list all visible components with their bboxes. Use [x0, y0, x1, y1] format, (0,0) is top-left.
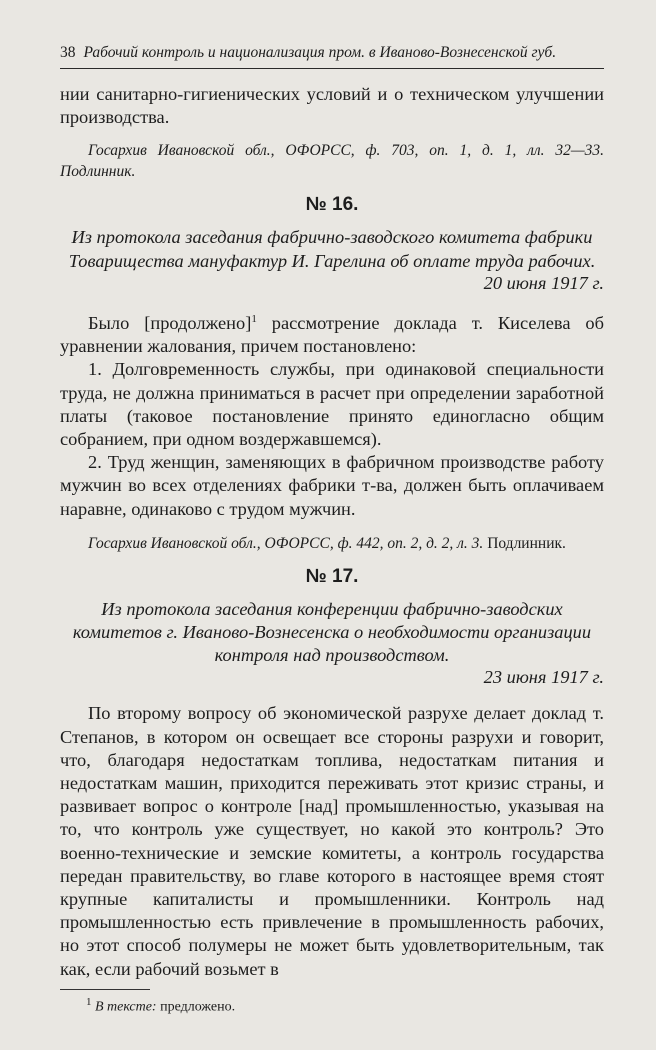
- document-16-paragraph: [60, 308, 604, 359]
- document-17-date: 23 июня 1917 г.: [483, 667, 604, 688]
- footnote-ref: 1: [251, 312, 257, 325]
- document-17-number: № 17.: [305, 565, 359, 587]
- document-16-item-2: 2. Труд женщин, заменяющих в фабричном производстве работу мужчин во всех отделениях фабрики т-ва, должен быть оплачиваем наравне, одинаково с трудом мужчин.: [60, 452, 604, 519]
- intro-paragraph: нии санитарно-гигиенических условий и о техническом улучшении производства.: [60, 84, 604, 128]
- document-16-para-rest: рассмотрение доклада т. Киселева об уравнении жалования, причем постановлено:: [60, 312, 604, 357]
- document-16-para-lead: Было [продолжено]: [88, 312, 252, 333]
- intro-source-citation: Госархив Ивановской обл., ОФОРСС, ф. 703, оп. 1, д. 1, лл. 32—33. Подлинник.: [60, 142, 604, 181]
- footnote: [60, 996, 604, 1016]
- footnote-mark: 1: [86, 995, 92, 1008]
- document-16-number: № 16.: [305, 194, 359, 216]
- page-number: 38: [60, 44, 76, 61]
- document-16-source-plain: Подлинник.: [487, 534, 566, 552]
- document-16-source-italic: Госархив Ивановской обл., ОФОРСС, ф. 442, оп. 2, д. 2, л. 3.: [88, 534, 484, 552]
- document-16-source-citation: [60, 533, 604, 554]
- document-16-item-1: 1. Долговременность службы, при одинаковой специальности труда, не должна приниматься в расчет при определении заработной платы (таковое постановление принято единогласно общим собранием, при одном воздержавшемся).: [60, 359, 604, 449]
- document-16-heading: Из протокола заседания фабрично-заводского комитета фабрики Товарищества мануфактур И. Гарелина об оплате труда рабочих.: [68, 227, 596, 271]
- footnote-text: предложено.: [160, 999, 236, 1015]
- document-17-paragraph: По второму вопросу об экономической разрухе делает доклад т. Степанов, в котором он освещает все стороны разрухи и говорит, что, благодаря недостаткам топлива, недостаткам питания и недостаткам машин, приходится переживать этот кризис страны, и развивает вопрос о контроле [над] промышленностью, указывая на то, что контроль уже существует, но какой это контроль? Это военно-технические и земские комитеты, а контроль государства передан правительству, во главе которого в настоящее время стоят крупные капиталисты и промышленники. Контроль над промышленностью есть привлечение в промышленность рабочих, но этот способ полумеры не может быть удовлетворительным, так как, если рабочий возьмет в: [60, 703, 604, 979]
- document-17-heading: Из протокола заседания конференции фабрично-заводских комитетов г. Иваново-Вознесенска о необходимости организации контроля над производством.: [72, 598, 592, 666]
- document-16-date: 20 июня 1917 г.: [483, 272, 604, 293]
- running-title: Рабочий контроль и национализация пром. в Иваново-Вознесенской губ.: [83, 44, 557, 61]
- running-header: [60, 44, 604, 69]
- footnote-divider: [60, 989, 150, 990]
- footnote-label: В тексте:: [95, 999, 157, 1015]
